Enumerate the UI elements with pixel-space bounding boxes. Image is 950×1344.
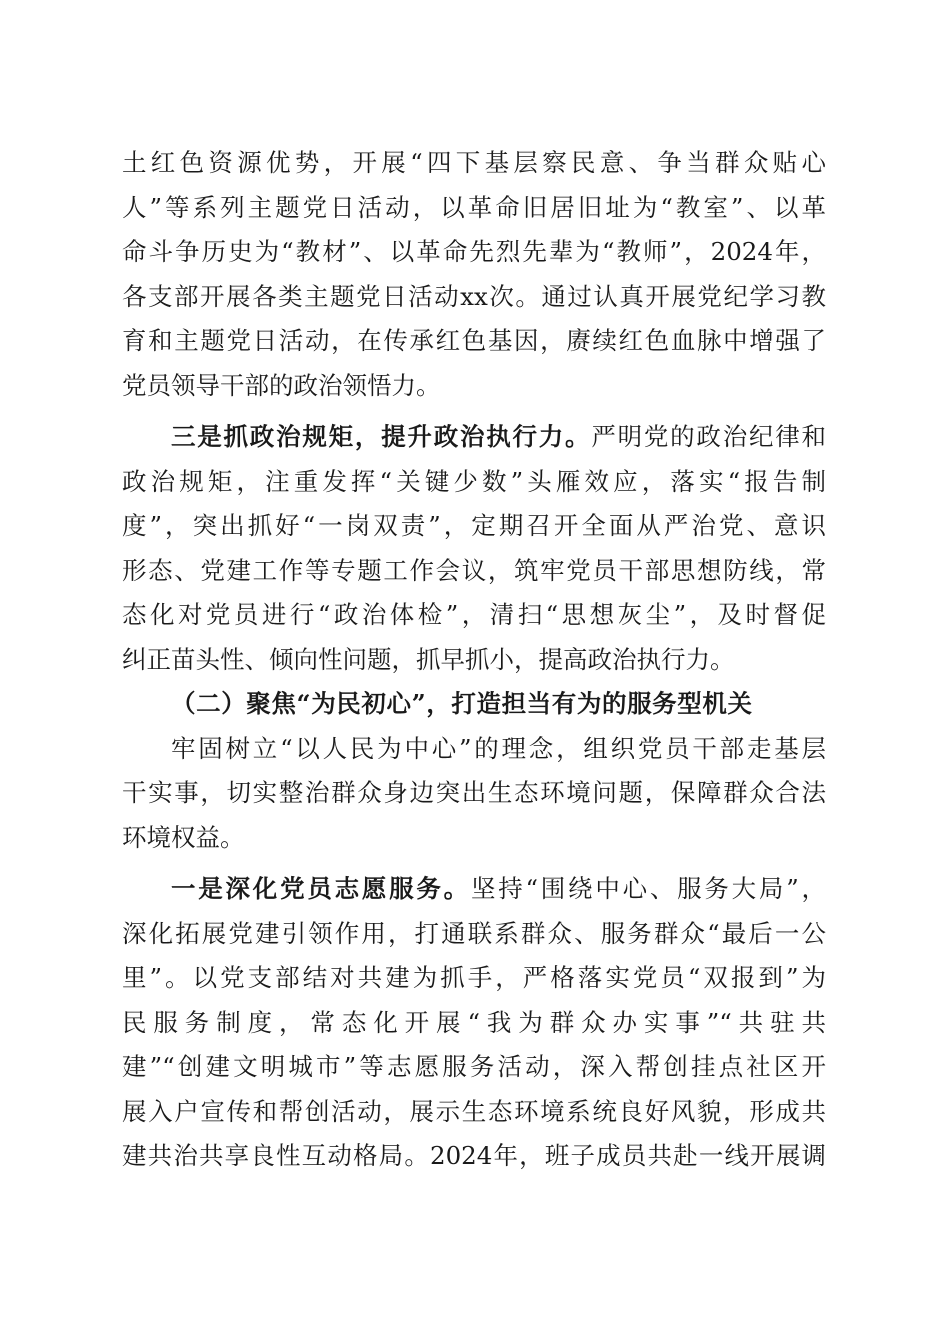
text-line: 土红色资源优势，开展“四下基层察民意、争当群众贴心: [122, 148, 826, 177]
paragraph-political-rules: [122, 415, 826, 682]
text-line: 政治规矩，注重发挥“关键少数”头雁效应，落实“报告制: [122, 466, 826, 496]
document-body: [122, 141, 826, 1179]
section-heading: （二）聚焦“为民初心”，打造担当有为的服务型机关: [171, 689, 753, 718]
text-line: 党员领导干部的政治领悟力。: [122, 370, 441, 400]
text-line: 环境权益。: [122, 822, 245, 852]
text-line: 民服务制度，常态化开展“我为群众办实事”“共驻共: [122, 1007, 826, 1037]
paragraph-lead-rest: 严明党的政治纪律和: [591, 422, 827, 451]
paragraph-lead-rest: 坚持“围绕中心、服务大局”，: [470, 874, 826, 903]
text-line: 命斗争历史为“教材”、以革命先烈先辈为“教师”，2024年，: [122, 237, 826, 266]
text-line: 育和主题党日活动，在传承红色基因，赓续红色血脉中增强了: [122, 326, 826, 355]
paragraph-people-centered: [122, 727, 826, 861]
text-line: 干实事，切实整治群众身边突出生态环境问题，保障群众合法: [122, 778, 826, 807]
text-line: 度”，突出抓好“一岗双责”，定期召开全面从严治党、意识: [122, 511, 826, 540]
text-line: 形态、党建工作等专题工作会议，筑牢党员干部思想防线，常: [122, 555, 826, 585]
text-line-first: [122, 867, 826, 912]
text-line: 各支部开展各类主题党日活动xx次。通过认真开展党纪学习教: [122, 281, 826, 311]
text-line: 里”。以党支部结对共建为抓手，严格落实党员“双报到”为: [122, 963, 826, 992]
paragraph-red-resources: [122, 141, 826, 408]
text-line: 建共治共享良性互动格局。2024年，班子成员共赴一线开展调: [122, 1141, 826, 1170]
paragraph-lead: 三是抓政治规矩，提升政治执行力。: [171, 422, 592, 451]
text-line-first: [122, 415, 826, 460]
text-line: 纠正苗头性、倾向性问题，抓早抓小，提高政治执行力。: [122, 644, 735, 674]
text-line: 人”等系列主题党日活动，以革命旧居旧址为“教室”、以革: [122, 192, 826, 222]
paragraph-volunteer-service: [122, 867, 826, 1179]
text-line: 建”“创建文明城市”等志愿服务活动，深入帮创挂点社区开: [122, 1052, 826, 1081]
paragraph-lead: 一是深化党员志愿服务。: [171, 874, 471, 903]
text-line: 深化拓展党建引领作用，打通联系群众、服务群众“最后一公: [122, 918, 826, 948]
text-line: 态化对党员进行“政治体检”，清扫“思想灰尘”，及时督促: [122, 600, 826, 629]
text-line: 牢固树立“以人民为中心”的理念，组织党员干部走基层: [171, 733, 826, 763]
text-line: 展入户宣传和帮创活动，展示生态环境系统良好风貌，形成共: [122, 1096, 826, 1126]
